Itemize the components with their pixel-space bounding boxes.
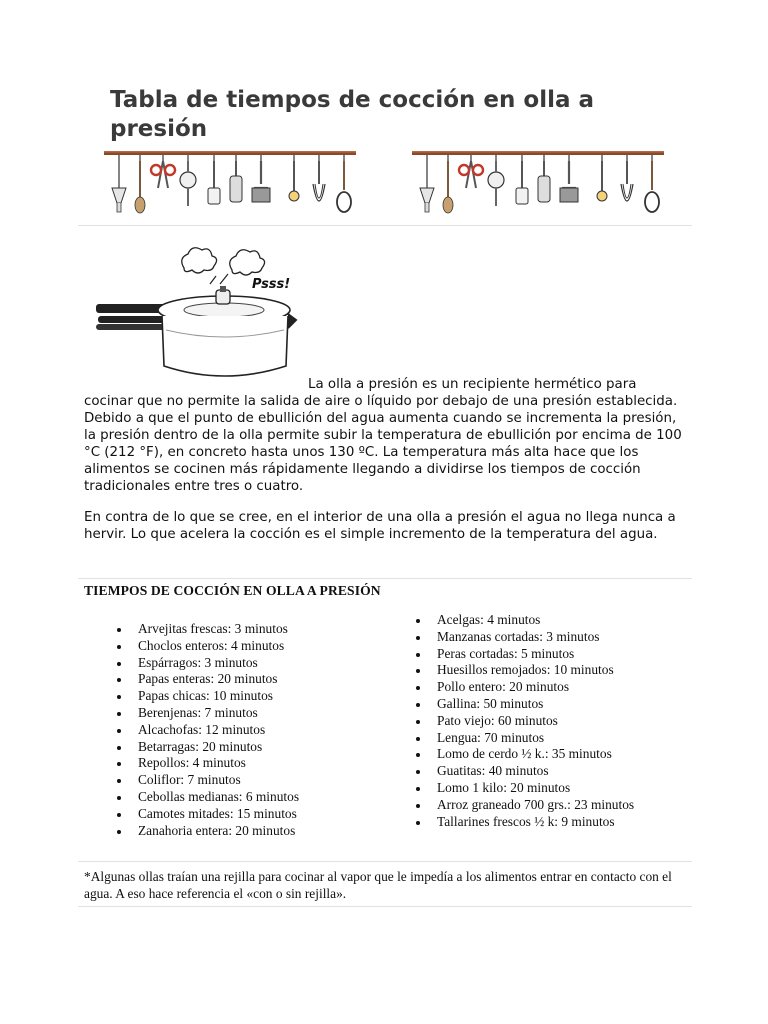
list-item: Cebollas medianas: 6 minutos (138, 788, 300, 804)
footnote: *Algunas ollas traían una rejilla para cocinar al vapor que le impedía a los alimentos entrar en contacto con el agua. A eso hace referencia el «con o sin rejilla». (84, 869, 672, 901)
intro-paragraph: En contra de lo que se cree, en el interior de una olla a presión el agua no llega nunca a hervir. Lo que acelera la cocción es el simple incremento de la temperatura del agua. (84, 510, 676, 542)
list-item: Guatitas: 40 minutos (437, 763, 634, 780)
list-item: Lengua: 70 minutos (437, 730, 634, 747)
list-item: Peras cortadas: 5 minutos (437, 646, 634, 663)
intro-paragraph: La olla a presión es un recipiente hermético para cocinar que no permite la salida de aire o líquido por debajo de una presión establecida. Debido a que el punto de ebullición del agua aumenta cuando se incrementa la presión, la presión dentro de la olla permite subir la temperatura de ebullición por encima de 100 °C (212 °F), en concreto hasta unos 130 ºC. La temperatura más alta hace que los alimentos se cocinen más rápidamente llegando a dividirse los tiempos de cocción tradicionales entre tres o cuatro. (84, 377, 682, 494)
page-title: Tabla de tiempos de cocción en olla a presión (110, 87, 595, 142)
pot-sound-text: Psss! (252, 277, 291, 292)
list-item: Berenjenas: 7 minutos (138, 705, 299, 722)
list-item: Choclos enteros: 4 minutos (138, 638, 299, 655)
list-item: Coliflor: 7 minutos (138, 772, 299, 789)
list-item: Arvejitas frescas: 3 minutos (138, 621, 299, 638)
list-item: Alcachofas: 12 minutos (138, 722, 299, 739)
list-item: Pato viejo: 60 minutos (437, 713, 634, 730)
divider (78, 906, 692, 907)
list-item: Zanahoria entera: 20 minutos (138, 823, 299, 840)
list-item: Lomo de cerdo ½ k.: 35 minutos (437, 746, 634, 763)
divider (78, 578, 692, 579)
list-item: Pollo entero: 20 minutos (437, 679, 634, 696)
list-item: Lomo 1 kilo: 20 minutos (437, 780, 634, 797)
list-item: Betarragas: 20 minutos (138, 739, 299, 756)
list-item: Acelgas: 4 minutos (437, 612, 634, 629)
divider (78, 225, 692, 226)
cooking-times-list-left (138, 621, 299, 839)
list-item: Manzanas cortadas: 3 minutos (437, 629, 634, 646)
list-item: Repollos: 4 minutos (138, 755, 299, 772)
list-item: Arroz graneado 700 grs.: 23 minutos (437, 796, 635, 812)
list-item: Papas chicas: 10 minutos (138, 688, 299, 705)
list-item: Tallarines frescos ½ k: 9 minutos (437, 814, 634, 831)
list-item: Camotes mitades: 15 minutos (138, 806, 299, 823)
pressure-cooker-icon (92, 244, 302, 384)
list-item: Papas enteras: 20 minutos (138, 671, 299, 688)
hanging-kitchen-utensils-icon (104, 148, 358, 218)
hanging-kitchen-utensils-icon (412, 148, 666, 218)
list-item: Gallina: 50 minutos (437, 696, 634, 713)
list-item: Espárragos: 3 minutos (138, 655, 299, 672)
list-item: Huesillos remojados: 10 minutos (437, 662, 634, 679)
divider (78, 861, 692, 862)
section-heading: TIEMPOS DE COCCIÓN EN OLLA A PRESIÓN (84, 583, 381, 598)
cooking-times-list-right (437, 612, 634, 830)
